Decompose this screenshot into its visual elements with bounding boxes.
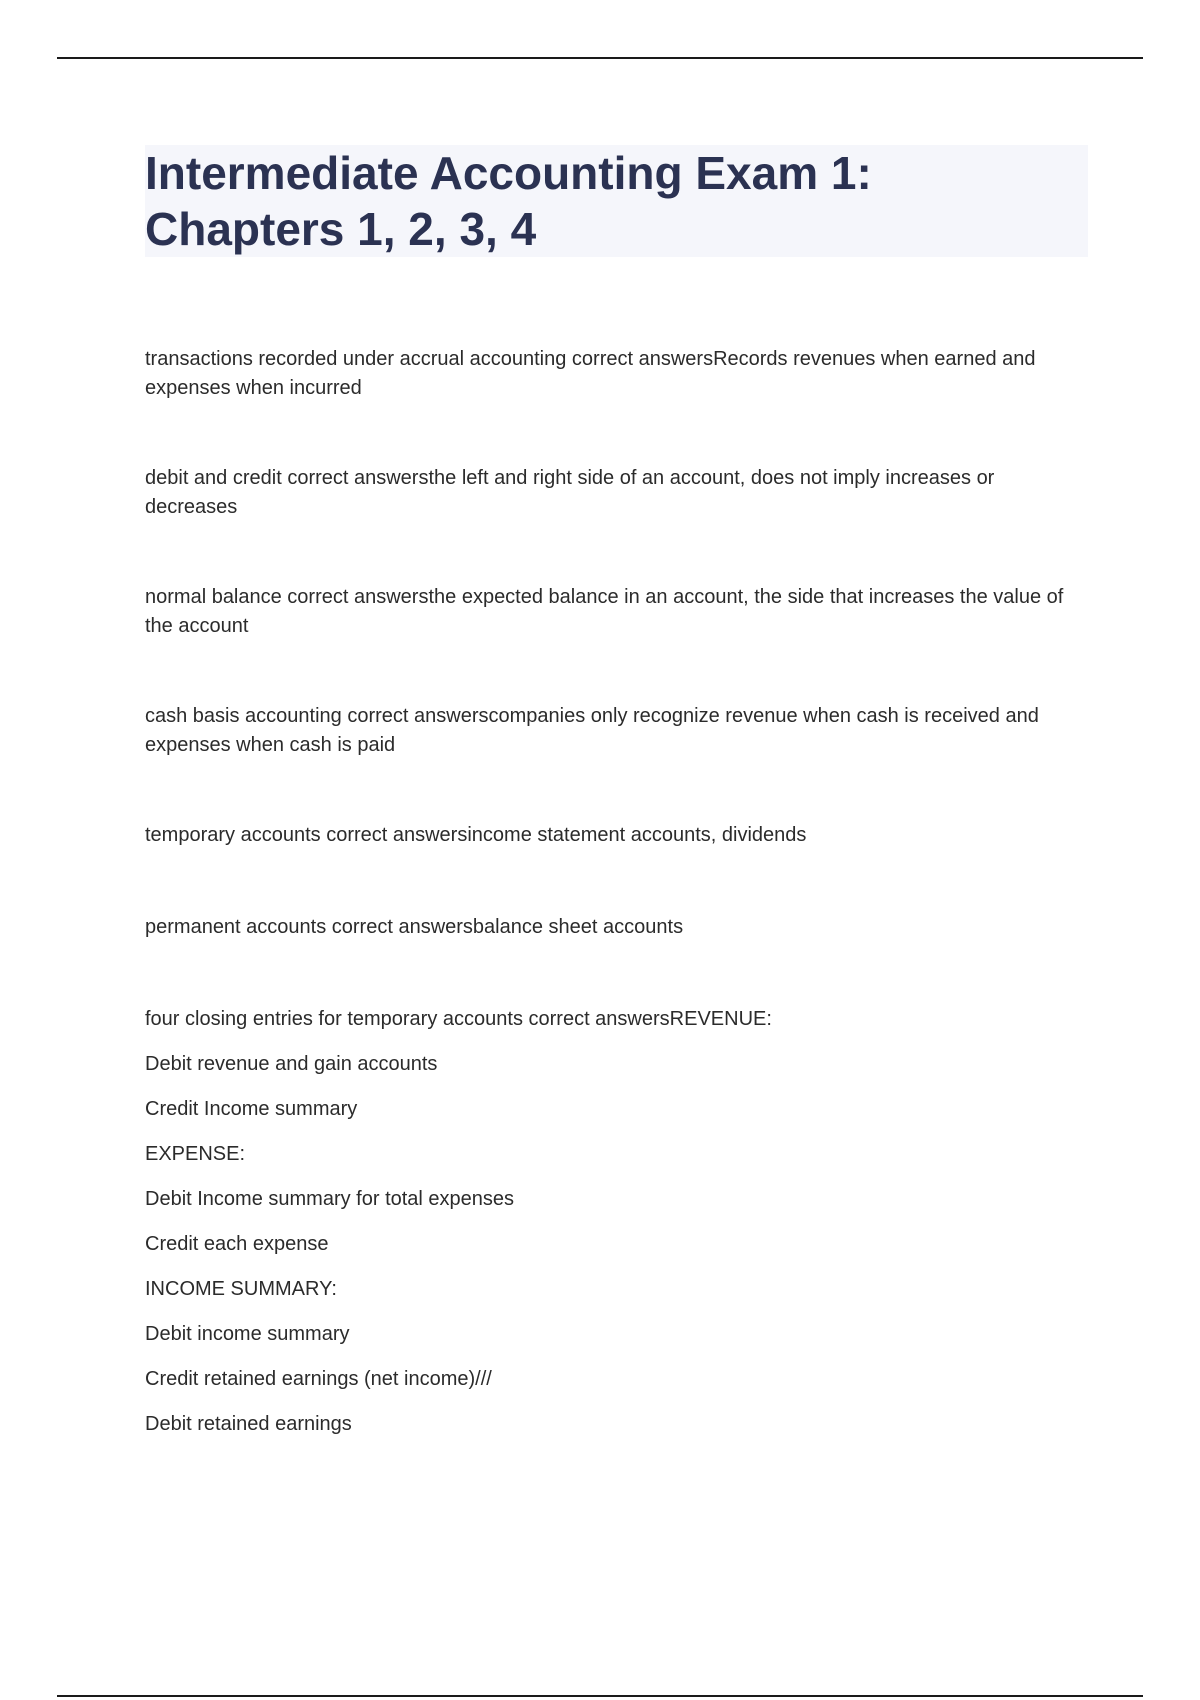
qa-entry — [145, 913, 1085, 942]
qa-text: temporary accounts correct answersincome statement accounts, dividends — [145, 824, 807, 846]
qa-text: normal balance correct answersthe expected balance in an account, the side that increases the value of the account — [145, 586, 1064, 637]
bottom-divider — [57, 1695, 1143, 1697]
closing-entry-line: EXPENSE: — [145, 1143, 246, 1165]
page-title-line-2: Chapters 1, 2, 3, 4 — [145, 203, 537, 255]
qa-text: transactions recorded under accrual accounting correct answersRecords revenues when earned and expenses when incurred — [145, 348, 1036, 399]
qa-entry — [145, 821, 1085, 850]
qa-text: cash basis accounting correct answerscompanies only recognize revenue when cash is received and expenses when cash is paid — [145, 705, 1039, 756]
closing-entry-line: Credit Income summary — [145, 1098, 358, 1120]
qa-entry — [145, 583, 1085, 641]
closing-entry-line: Debit revenue and gain accounts — [145, 1053, 438, 1075]
closing-entry-line: INCOME SUMMARY: — [145, 1278, 337, 1300]
closing-entries-heading: four closing entries for temporary accounts correct answersREVENUE: — [145, 1008, 772, 1030]
top-divider — [57, 57, 1143, 59]
closing-entry-line: Credit retained earnings (net income)/// — [145, 1368, 492, 1390]
qa-text: permanent accounts correct answersbalance sheet accounts — [145, 916, 684, 938]
closing-entries — [145, 1005, 1085, 1439]
qa-text: debit and credit correct answersthe left and right side of an account, does not imply increases or decreases — [145, 467, 995, 518]
closing-entry-line: Debit Income summary for total expenses — [145, 1188, 515, 1210]
page-title-line-1: Intermediate Accounting Exam 1: — [145, 147, 872, 199]
closing-entry-line: Credit each expense — [145, 1233, 329, 1255]
title-banner — [145, 145, 1088, 257]
qa-entry — [145, 464, 1085, 522]
closing-entry-line: Debit income summary — [145, 1323, 350, 1345]
qa-entry — [145, 702, 1085, 760]
page-title — [145, 145, 1088, 257]
closing-entry-line: Debit retained earnings — [145, 1413, 352, 1435]
qa-entry — [145, 345, 1085, 403]
document-body — [145, 345, 1085, 1455]
